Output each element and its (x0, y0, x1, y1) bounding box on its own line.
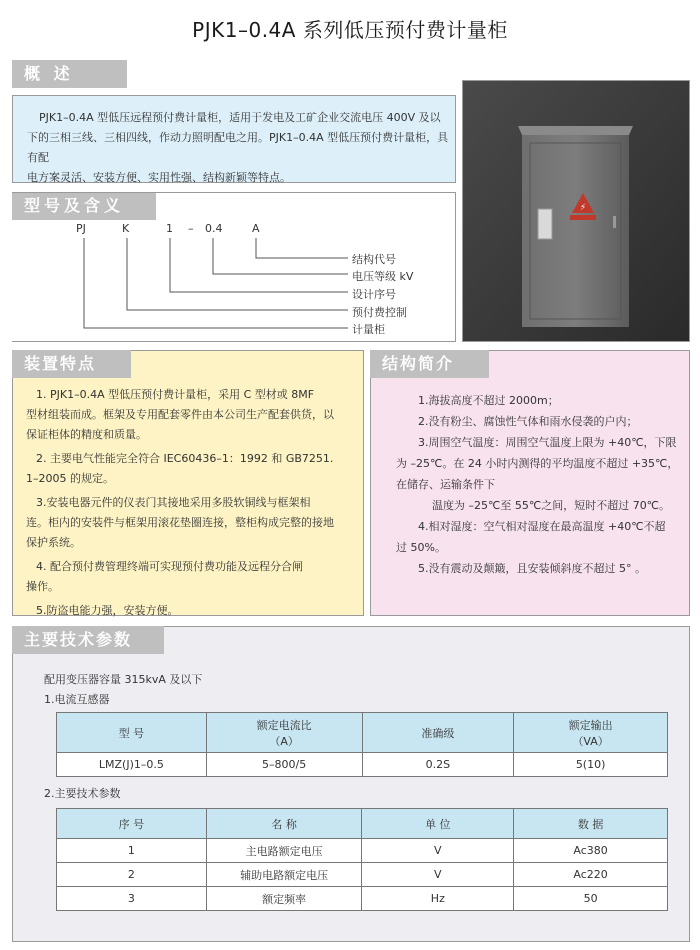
features-heading: 装置特点 (12, 350, 131, 378)
feature-line: 1. PJK1–0.4A 型低压预付费计量柜，采用 C 型材或 8MF (36, 388, 315, 401)
ct-cell: 0.2S (362, 753, 514, 777)
feature-item (26, 449, 356, 489)
ct-header-current-ratio: 额定电流比 （A） (206, 713, 362, 753)
structure-heading: 结构简介 (370, 350, 489, 378)
cell-index: 2 (57, 863, 207, 887)
params-heading: 主要技术参数 (12, 626, 164, 654)
ct-header-model: 型 号 (57, 713, 207, 753)
cell-value: 50 (514, 887, 668, 911)
cell-unit: V (362, 863, 514, 887)
structure-line: 1.海拔高度不超过 2000m； (418, 394, 559, 407)
structure-list (396, 390, 684, 579)
cell-index: 3 (57, 887, 207, 911)
feature-line: 连。柜内的安装件与框架用滚花垫圈连接，整柜构成完整的接地 (26, 516, 334, 529)
cell-name: 辅助电路额定电压 (206, 863, 362, 887)
ct-cell: 5–800/5 (206, 753, 362, 777)
overview-line: 下的三相三线、三相四线，作动力照明配电之用。PJK1–0.4A 型低压预付费计量柜，具有配 (27, 131, 449, 164)
code-0.4: 0.4 (205, 222, 223, 235)
ct-header-output: 额定输出 （VA） (514, 713, 668, 753)
structure-line: 在储存、运输条件下 (396, 478, 495, 491)
ct-header-accuracy: 准确级 (362, 713, 514, 753)
feature-line: 5.防盗电能力强，安装方便。 (36, 604, 179, 617)
ct-table-header (57, 713, 668, 753)
structure-line: 2.没有粉尘、腐蚀性气体和雨水侵袭的户内； (418, 415, 638, 428)
header-name: 名 称 (206, 809, 362, 839)
cell-unit: Hz (362, 887, 514, 911)
feature-line: 保护系统。 (26, 536, 81, 549)
feature-line: 1–2005 的规定。 (26, 472, 114, 485)
table-row (57, 887, 668, 911)
code-pj: PJ (76, 222, 86, 235)
structure-line: 温度为 –25℃至 55℃之间，短时不超过 70℃。 (432, 499, 671, 512)
structure-line: 5.没有震动及颠簸，且安装倾斜度不超过 5° 。 (418, 562, 646, 575)
header-value: 数 据 (514, 809, 668, 839)
structure-line: 3.周围空气温度：周围空气温度上限为 +40℃，下限 (418, 436, 677, 449)
header-unit: 单 位 (362, 809, 514, 839)
table-row (57, 863, 668, 887)
cell-unit: V (362, 839, 514, 863)
ct-table (56, 712, 668, 777)
cell-value: Ac380 (514, 839, 668, 863)
feature-line: 3.安装电器元件的仪表门其接地采用多股软铜线与框架相 (36, 496, 311, 509)
cell-value: Ac220 (514, 863, 668, 887)
feature-item (26, 385, 356, 445)
cell-index: 1 (57, 839, 207, 863)
code-dash: – (188, 222, 194, 235)
ct-cell: 5(10) (514, 753, 668, 777)
feature-item (26, 557, 356, 597)
code-1: 1 (166, 222, 173, 235)
overview-heading: 概 述 (12, 60, 127, 88)
svg-text:⚡: ⚡ (579, 203, 587, 213)
cell-name: 主电路额定电压 (206, 839, 362, 863)
transformer-note: 配用变压器容量 315kvA 及以下 (44, 673, 203, 686)
product-photo (462, 80, 690, 342)
main-table-header (57, 809, 668, 839)
feature-line: 保证柜体的精度和质量。 (26, 428, 147, 441)
label-structure-code: 结构代号 (352, 253, 396, 266)
ct-cell: LMZ(J)1–0.5 (57, 753, 207, 777)
section2-title: 2.主要技术参数 (44, 787, 121, 800)
feature-line: 4. 配合预付费管理终端可实现预付费功能及远程分合闸 (36, 560, 303, 573)
code-a: A (252, 222, 260, 235)
overview-line: PJK1–0.4A 型低压远程预付费计量柜，适用于发电及工矿企业交流电压 400V 及以 (39, 111, 441, 124)
structure-line: 为 –25℃。在 24 小时内测得的平均温度不超过 +35℃， (396, 457, 679, 470)
cabinet-image (463, 81, 689, 341)
feature-item (26, 601, 356, 621)
label-design-number: 设计序号 (352, 288, 396, 301)
table-row (57, 753, 668, 777)
feature-line: 型材组装而成。框架及专用配套零件由本公司生产配套供货，以 (26, 408, 334, 421)
structure-line: 过 50%。 (396, 541, 446, 554)
feature-line: 操作。 (26, 580, 59, 593)
overview-line: 电方案灵活、安装方便、实用性强、结构新颖等特点。 (27, 171, 291, 184)
table-row (57, 839, 668, 863)
feature-line: 2. 主要电气性能完全符合 IEC60436–1：1992 和 GB7251. (36, 452, 334, 465)
features-list (26, 385, 356, 621)
page-title: PJK1–0.4A 系列低压预付费计量柜 (192, 18, 508, 42)
label-prepaid-control: 预付费控制 (352, 306, 407, 319)
main-params-table (56, 808, 668, 911)
feature-item (26, 493, 356, 553)
label-voltage-level: 电压等级 kV (352, 270, 414, 283)
cell-name: 额定频率 (206, 887, 362, 911)
model-heading: 型号及含义 (12, 192, 156, 220)
structure-line: 4.相对湿度：空气相对湿度在最高温度 +40℃不超 (418, 520, 666, 533)
header-index: 序 号 (57, 809, 207, 839)
label-metering-cabinet: 计量柜 (352, 323, 385, 336)
section1-title: 1.电流互感器 (44, 693, 110, 706)
code-k: K (122, 222, 130, 235)
